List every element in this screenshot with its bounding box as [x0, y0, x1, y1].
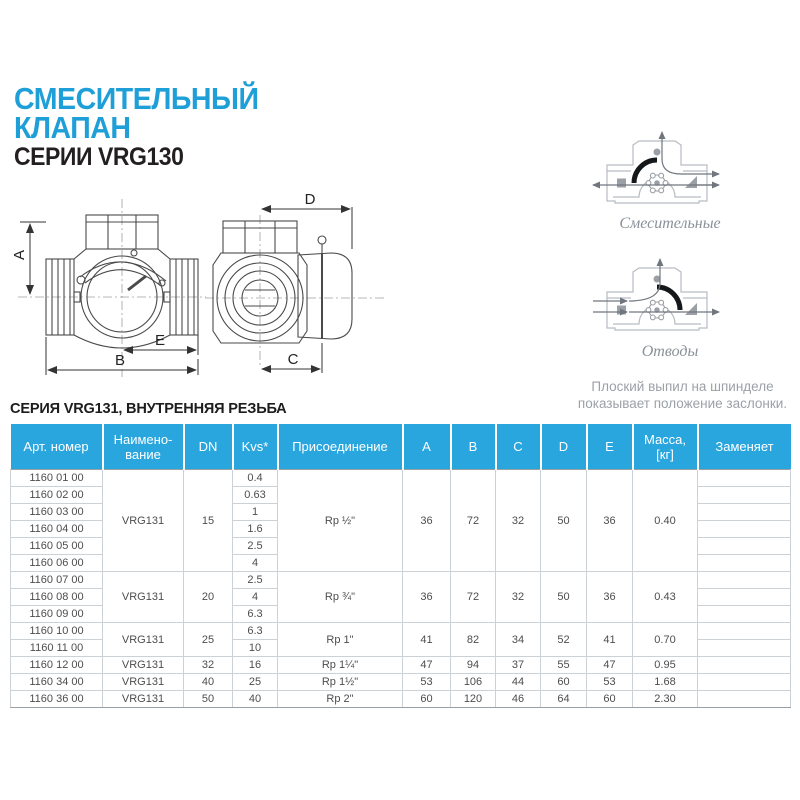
kvs-value: 10: [233, 640, 278, 657]
title-line2: КЛАПАН: [14, 110, 131, 145]
product-name: VRG131: [103, 572, 184, 623]
replaces-cell: [698, 572, 791, 589]
replaces-cell: [698, 623, 791, 640]
dim-b: 94: [451, 657, 496, 674]
dn-value: 40: [184, 674, 233, 691]
page-title: [14, 81, 280, 172]
col-header-kvs: Kvs*: [233, 424, 278, 470]
dim-c: 37: [496, 657, 541, 674]
dim-d: 55: [541, 657, 587, 674]
mixing-flow-diagram: [585, 125, 755, 213]
dim-label-c: C: [287, 351, 299, 368]
replaces-cell: [698, 674, 791, 691]
dim-b: 82: [451, 623, 496, 657]
dim-e: 36: [587, 470, 633, 572]
art-number: 1160 12 00: [11, 657, 103, 674]
table-header-row: [11, 424, 791, 470]
replaces-cell: [698, 487, 791, 504]
kvs-value: 1.6: [233, 521, 278, 538]
connection-value: Rp 1¼": [278, 657, 403, 674]
replaces-cell: [698, 691, 791, 708]
art-number: 1160 10 00: [11, 623, 103, 640]
col-header-b: B: [451, 424, 496, 470]
dim-label-a: A: [11, 249, 28, 261]
col-header-c: C: [496, 424, 541, 470]
kvs-value: 2.5: [233, 538, 278, 555]
col-header-d: D: [541, 424, 587, 470]
art-number: 1160 34 00: [11, 674, 103, 691]
dim-b: 120: [451, 691, 496, 708]
art-number: 1160 07 00: [11, 572, 103, 589]
table-row: [11, 691, 791, 708]
diverting-flow-diagram: [585, 252, 755, 340]
art-number: 1160 02 00: [11, 487, 103, 504]
dim-d: 50: [541, 470, 587, 572]
art-number: 1160 03 00: [11, 504, 103, 521]
valve-side-view-drawing: [205, 193, 390, 381]
replaces-cell: [698, 538, 791, 555]
table-row: [11, 657, 791, 674]
col-header-art: Арт. номер: [11, 424, 103, 470]
product-name: VRG131: [103, 691, 184, 708]
table-row: [11, 572, 791, 589]
dim-a: 36: [403, 572, 451, 623]
art-number: 1160 11 00: [11, 640, 103, 657]
mass-value: 0.40: [633, 470, 698, 572]
dim-c: 34: [496, 623, 541, 657]
spindle-note-line1: Плоский выпил на шпинделе: [591, 379, 774, 394]
mass-value: 2.30: [633, 691, 698, 708]
mass-value: 0.95: [633, 657, 698, 674]
kvs-value: 6.3: [233, 606, 278, 623]
replaces-cell: [698, 555, 791, 572]
dn-value: 50: [184, 691, 233, 708]
dim-b: 106: [451, 674, 496, 691]
art-number: 1160 05 00: [11, 538, 103, 555]
dim-d: 52: [541, 623, 587, 657]
dim-c: 32: [496, 470, 541, 572]
dim-a: 41: [403, 623, 451, 657]
spindle-note-line2: показывает положение заслонки.: [577, 395, 788, 411]
dim-e: 47: [587, 657, 633, 674]
kvs-value: 0.4: [233, 470, 278, 487]
art-number: 1160 09 00: [11, 606, 103, 623]
dn-value: 32: [184, 657, 233, 674]
title-series: СЕРИИ VRG130: [14, 143, 184, 171]
table-row: [11, 674, 791, 691]
col-header-a: A: [403, 424, 451, 470]
dim-b: 72: [451, 572, 496, 623]
art-number: 1160 04 00: [11, 521, 103, 538]
art-number: 1160 06 00: [11, 555, 103, 572]
diverting-label: Отводы: [641, 343, 699, 360]
product-name: VRG131: [103, 657, 184, 674]
art-number: 1160 01 00: [11, 470, 103, 487]
kvs-value: 40: [233, 691, 278, 708]
connection-value: Rp 1": [278, 623, 403, 657]
dn-value: 20: [184, 572, 233, 623]
product-name: VRG131: [103, 470, 184, 572]
col-header-replaces: Заменяет: [698, 424, 791, 470]
spindle-note: [570, 379, 795, 412]
table-row: [11, 623, 791, 640]
mass-value: 0.43: [633, 572, 698, 623]
col-header-dn: DN: [184, 424, 233, 470]
kvs-value: 1: [233, 504, 278, 521]
dim-c: 32: [496, 572, 541, 623]
connection-value: Rp 2": [278, 691, 403, 708]
valve-body-side: [213, 221, 352, 343]
mass-value: 0.70: [633, 623, 698, 657]
dim-label-d: D: [304, 193, 316, 208]
dim-c: 44: [496, 674, 541, 691]
replaces-cell: [698, 640, 791, 657]
table-row: [11, 470, 791, 487]
kvs-value: 6.3: [233, 623, 278, 640]
replaces-cell: [698, 657, 791, 674]
kvs-value: 25: [233, 674, 278, 691]
valve-spec-table: [10, 424, 791, 708]
kvs-value: 4: [233, 555, 278, 572]
section-title: СЕРИЯ VRG131, ВНУТРЕННЯЯ РЕЗЬБА: [10, 400, 287, 417]
dim-d: 60: [541, 674, 587, 691]
kvs-value: 4: [233, 589, 278, 606]
dim-c: 46: [496, 691, 541, 708]
dim-a: 47: [403, 657, 451, 674]
dim-e: 53: [587, 674, 633, 691]
dim-d: 64: [541, 691, 587, 708]
col-header-mass: Масса, [кг]: [633, 424, 698, 470]
replaces-cell: [698, 606, 791, 623]
kvs-value: 16: [233, 657, 278, 674]
dn-value: 15: [184, 470, 233, 572]
dim-label-b: B: [114, 352, 126, 369]
replaces-cell: [698, 504, 791, 521]
replaces-cell: [698, 521, 791, 538]
title-line1: СМЕСИТЕЛЬНЫЙ: [14, 81, 259, 116]
replaces-cell: [698, 470, 791, 487]
product-name: VRG131: [103, 623, 184, 657]
dim-a: 53: [403, 674, 451, 691]
connection-value: Rp 1½": [278, 674, 403, 691]
kvs-value: 2.5: [233, 572, 278, 589]
dimension-lines-front: [20, 222, 198, 375]
dim-d: 50: [541, 572, 587, 623]
dim-e: 36: [587, 572, 633, 623]
art-number: 1160 36 00: [11, 691, 103, 708]
dim-a: 60: [403, 691, 451, 708]
mass-value: 1.68: [633, 674, 698, 691]
dim-label-e: E: [154, 332, 166, 349]
replaces-cell: [698, 589, 791, 606]
col-header-name: Наимено- вание: [103, 424, 184, 470]
product-name: VRG131: [103, 674, 184, 691]
dim-b: 72: [451, 470, 496, 572]
connection-value: Rp ¾": [278, 572, 403, 623]
dn-value: 25: [184, 623, 233, 657]
col-header-e: E: [587, 424, 633, 470]
connection-value: Rp ½": [278, 470, 403, 572]
valve-front-view-drawing: [10, 193, 210, 381]
dim-e: 60: [587, 691, 633, 708]
dim-a: 36: [403, 470, 451, 572]
mixing-label: Смесительные: [619, 215, 721, 232]
col-header-connection: Присоединение: [278, 424, 403, 470]
kvs-value: 0.63: [233, 487, 278, 504]
art-number: 1160 08 00: [11, 589, 103, 606]
dim-e: 41: [587, 623, 633, 657]
